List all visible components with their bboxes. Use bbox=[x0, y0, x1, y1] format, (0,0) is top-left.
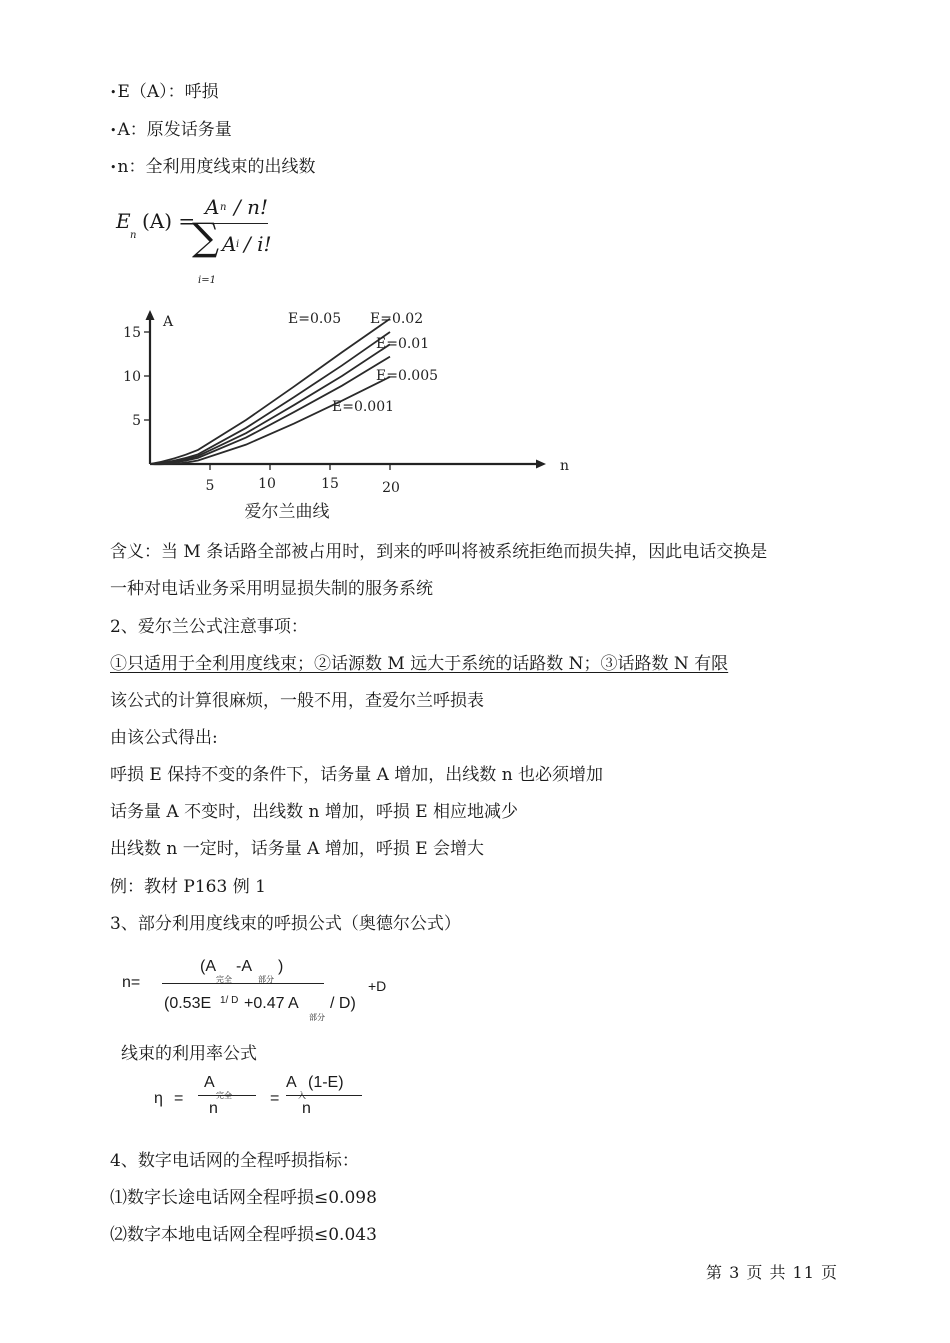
y-tick-label: 15 bbox=[123, 325, 141, 341]
series-line bbox=[150, 319, 390, 464]
erlang-den-a: A bbox=[222, 232, 237, 256]
erlang-lhs-arg: (A) = bbox=[142, 209, 196, 233]
section-4-heading: 4、数字电话网的全程呼损指标： bbox=[110, 1151, 359, 1171]
utilization-heading: 线束的利用率公式 bbox=[121, 1044, 257, 1064]
y-tick-label: 5 bbox=[132, 413, 141, 429]
odell-den-sub: 部分 bbox=[309, 1013, 325, 1022]
derived-line: 由该公式得出: bbox=[110, 728, 218, 748]
erlang-sigma: ∑ bbox=[192, 215, 220, 259]
series-label: E=0.02 bbox=[370, 311, 424, 327]
y-tick-label: 10 bbox=[123, 369, 141, 385]
eta-symbol: η bbox=[154, 1090, 163, 1107]
series-line bbox=[150, 332, 390, 464]
eta-num1-sub: 完全 bbox=[216, 1091, 232, 1100]
eta-eq1: = bbox=[174, 1090, 184, 1107]
odell-formula bbox=[110, 950, 430, 1030]
odell-den-close: / D) bbox=[330, 995, 356, 1012]
erlang-num-a: A bbox=[205, 195, 220, 219]
def-e: • E（A）：呼损 bbox=[110, 81, 219, 104]
erlang-formula bbox=[110, 190, 310, 290]
eta-num1: A bbox=[204, 1074, 215, 1091]
erlang-curve-chart bbox=[110, 298, 570, 526]
eta-num2-sub: 入 bbox=[298, 1091, 306, 1100]
section-2-heading: 2、爱尔兰公式注意事项： bbox=[110, 617, 308, 637]
erlang-den-sup: i bbox=[236, 239, 240, 250]
odell-num-mid: -A bbox=[236, 958, 252, 975]
x-tick-label: 10 bbox=[258, 476, 276, 492]
erlang-den-rest: / i! bbox=[244, 232, 272, 256]
result-line-1: 呼损 E 保持不变的条件下，话务量 A 增加，出线数 n 也必须增加 bbox=[110, 765, 604, 785]
series-label: E=0.01 bbox=[376, 336, 430, 352]
series-line bbox=[150, 377, 390, 464]
erlang-num-sup: n bbox=[220, 202, 227, 213]
eta-num2-rest: (1-E) bbox=[308, 1074, 344, 1091]
conditions-line: ①只适用于全利用度线束；②话源数 M 远大于系统的话路数 N；③话路数 N 有限 bbox=[110, 654, 729, 674]
eta-eq2: = bbox=[270, 1090, 280, 1107]
odell-plus-d: +D bbox=[368, 978, 387, 994]
section-3-heading: 3、部分利用度线束的呼损公式（奥德尔公式） bbox=[110, 914, 461, 934]
x-tick-label: 20 bbox=[382, 480, 400, 496]
meaning-line-1: 含义：当 M 条话路全部被占用时，到来的呼叫将被系统拒绝而损失掉，因此电话交换是 bbox=[110, 542, 768, 562]
odell-den-mid: +0.47 A bbox=[244, 995, 299, 1012]
odell-num-sub2: 部分 bbox=[258, 975, 274, 984]
x-axis-arrow bbox=[536, 460, 546, 469]
x-axis-label: n bbox=[560, 458, 570, 474]
x-tick-label: 15 bbox=[321, 476, 339, 492]
def-n: • n：全利用度线束的出线数 bbox=[110, 156, 315, 179]
odell-num-sub1: 完全 bbox=[216, 975, 232, 984]
eta-bar1 bbox=[198, 1095, 256, 1096]
series-label: E=0.05 bbox=[288, 311, 342, 327]
def-a: • A：原发话务量 bbox=[110, 119, 232, 142]
series-label: E=0.005 bbox=[376, 368, 439, 384]
odell-num-open: (A bbox=[200, 958, 216, 975]
indicator-line-1: ⑴数字长途电话网全程呼损≤0.098 bbox=[110, 1188, 377, 1208]
erlang-lhs-e: E bbox=[116, 209, 131, 233]
odell-lhs: n= bbox=[122, 974, 141, 991]
odell-fraction-bar bbox=[162, 983, 324, 984]
eta-bar2 bbox=[286, 1095, 362, 1096]
erlang-sum-index: i=1 bbox=[198, 275, 216, 286]
result-line-3: 出线数 n 一定时，话务量 A 增加，呼损 E 会增大 bbox=[110, 839, 485, 859]
y-axis-arrow bbox=[146, 310, 155, 320]
eta-den2: n bbox=[302, 1100, 311, 1117]
result-line-2: 话务量 A 不变时，出线数 n 增加，呼损 E 相应地减少 bbox=[110, 802, 519, 822]
series-label: E=0.001 bbox=[332, 399, 395, 415]
eta-den1: n bbox=[209, 1100, 218, 1117]
chart-labels bbox=[162, 311, 569, 522]
odell-den-open: (0.53E bbox=[164, 995, 212, 1012]
indicator-line-2: ⑵数字本地电话网全程呼损≤0.043 bbox=[110, 1225, 377, 1245]
example-line: 例：教材 P163 例 1 bbox=[110, 877, 266, 897]
troublesome-line: 该公式的计算很麻烦，一般不用，查爱尔兰呼损表 bbox=[110, 691, 484, 711]
chart-series bbox=[150, 319, 390, 464]
x-tick-label: 5 bbox=[205, 478, 215, 494]
odell-num-close: ) bbox=[278, 958, 284, 975]
erlang-lhs-sub: n bbox=[130, 230, 137, 241]
page-footer: 第 3 页 共 11 页 bbox=[706, 1263, 838, 1282]
eta-num2: A bbox=[286, 1074, 297, 1091]
chart-title: 爱尔兰曲线 bbox=[244, 502, 330, 522]
erlang-num-rest: / n! bbox=[234, 195, 269, 219]
odell-den-sup: 1/ D bbox=[220, 995, 239, 1006]
meaning-line-2: 一种对电话业务采用明显损失制的服务系统 bbox=[110, 579, 433, 599]
eta-formula bbox=[110, 1070, 410, 1122]
y-axis-label: A bbox=[163, 314, 174, 330]
